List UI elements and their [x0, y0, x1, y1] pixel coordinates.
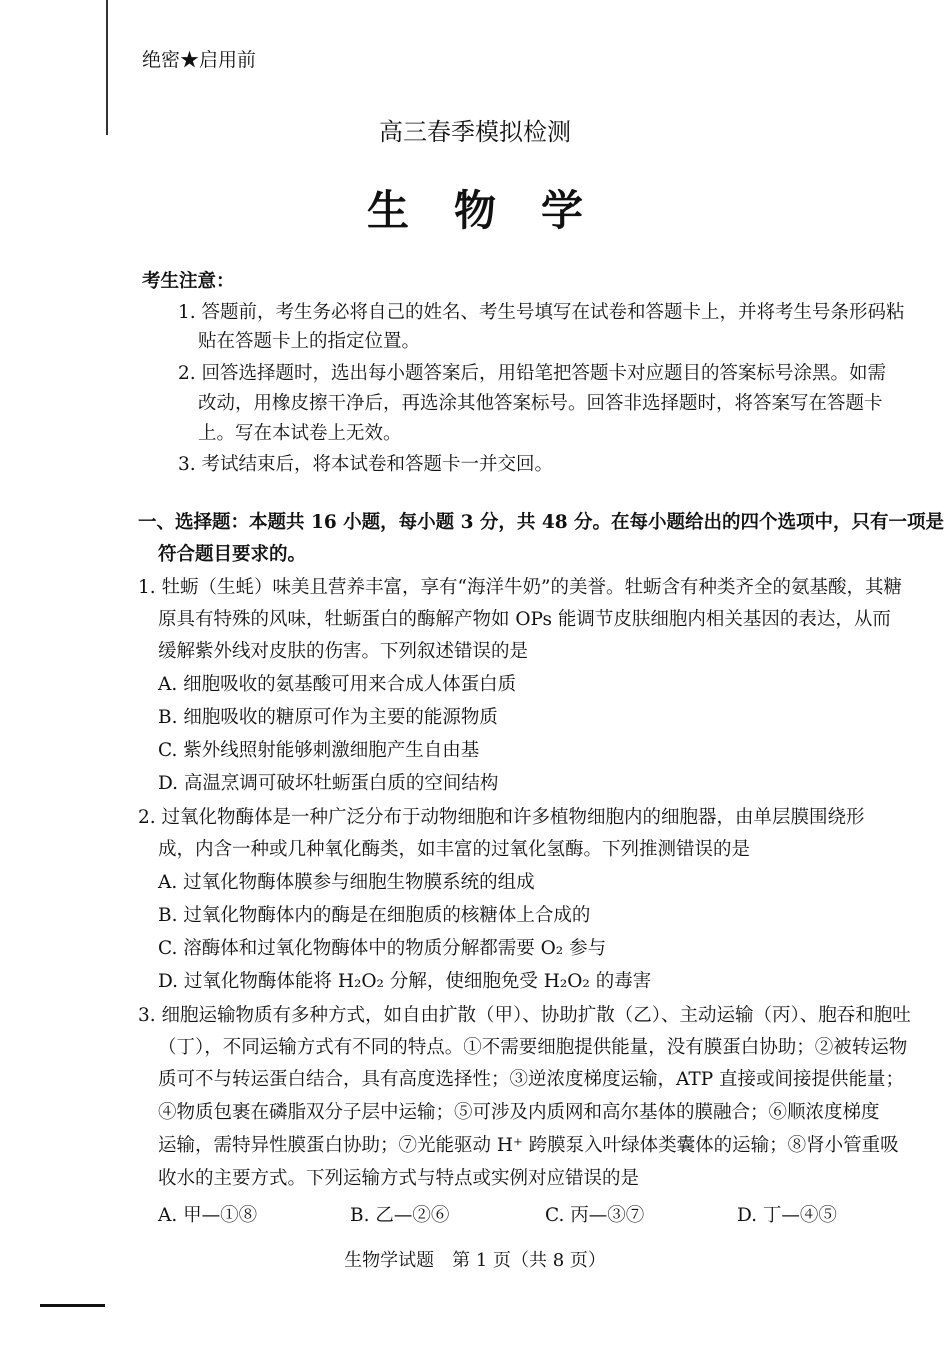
q2-stem: 成，内含一种或几种氧化酶类，如丰富的过氧化氢酶。下列推测错误的是 — [158, 839, 751, 860]
q1-option-a: A. 细胞吸收的氨基酸可用来合成人体蛋白质 — [158, 674, 517, 695]
notice-line: 上。写在本试卷上无效。 — [198, 423, 402, 444]
q3-stem: （丁），不同运输方式有不同的特点。①不需要细胞提供能量，没有膜蛋白协助；②被转运物 — [158, 1037, 908, 1058]
q2-option-d: D. 过氧化物酶体能将 H₂O₂ 分解，使细胞免受 H₂O₂ 的毒害 — [158, 971, 652, 992]
q1-option-d: D. 高温烹调可破坏牡蛎蛋白质的空间结构 — [158, 773, 499, 794]
q2-option-c: C. 溶酶体和过氧化物酶体中的物质分解都需要 O₂ 参与 — [158, 938, 607, 959]
q1-option-b: B. 细胞吸收的糖原可作为主要的能源物质 — [158, 707, 498, 728]
notice-heading: 考生注意： — [142, 271, 235, 292]
page-footer: 生物学试题 第 1 页（共 8 页） — [344, 1250, 606, 1271]
q3-stem: ④物质包裹在磷脂双分子层中运输；⑤可涉及内质网和高尔基体的膜融合；⑥顺浓度梯度 — [158, 1102, 880, 1123]
q1-stem: 原具有特殊的风味，牡蛎蛋白的酶解产物如 OPs 能调节皮肤细胞内相关基因的表达，从而 — [158, 609, 891, 630]
exam-title: 生物学 — [366, 186, 628, 235]
confidential-label: 绝密★启用前 — [142, 49, 257, 71]
q3-stem: 质可不与转运蛋白结合，具有高度选择性；③逆浓度梯度运输，ATP 直接或间接提供能量； — [158, 1069, 905, 1090]
notice-line: 贴在答题卡上的指定位置。 — [198, 331, 421, 352]
section-heading-cont: 符合题目要求的。 — [158, 544, 307, 565]
notice-line: 改动，用橡皮擦干净后，再选涂其他答案标号。回答非选择题时，将答案写在答题卡 — [198, 393, 883, 414]
section-heading: 一、选择题：本题共 16 小题，每小题 3 分，共 48 分。在每小题给出的四个选项中，只有一项是 — [138, 512, 945, 533]
q1-option-c: C. 紫外线照射能够刺激细胞产生自由基 — [158, 740, 480, 761]
q3-option-a: A. 甲—①⑧ — [158, 1205, 258, 1226]
q1-stem: 1. 牡蛎（生蚝）味美且营养丰富，享有“海洋牛奶”的美誉。牡蛎含有种类齐全的氨基酸，其糖 — [138, 577, 902, 598]
q3-option-b: B. 乙—②⑥ — [350, 1205, 450, 1226]
notice-line: 1. 答题前，考生务必将自己的姓名、考生号填写在试卷和答题卡上，并将考生号条形码粘 — [178, 302, 905, 323]
q3-option-c: C. 丙—③⑦ — [545, 1205, 645, 1226]
q3-option-d: D. 丁—④⑤ — [737, 1205, 837, 1226]
q3-stem: 3. 细胞运输物质有多种方式，如自由扩散（甲）、协助扩散（乙）、主动运输（丙）、胞吞和胞吐 — [138, 1005, 911, 1026]
notice-line: 3. 考试结束后，将本试卷和答题卡一并交回。 — [178, 454, 554, 475]
q3-stem: 运输，需特异性膜蛋白协助；⑦光能驱动 H⁺ 跨膜泵入叶绿体类囊体的运输；⑧肾小管重吸 — [158, 1135, 899, 1156]
q3-stem: 收水的主要方式。下列运输方式与特点或实例对应错误的是 — [158, 1168, 640, 1189]
notice-line: 2. 回答选择题时，选出每小题答案后，用铅笔把答题卡对应题目的答案标号涂黑。如需 — [178, 363, 887, 384]
q1-stem: 缓解紫外线对皮肤的伤害。下列叙述错误的是 — [158, 641, 529, 662]
bottom-rule — [40, 1304, 105, 1307]
exam-subtitle: 高三春季模拟检测 — [379, 118, 571, 146]
q2-stem: 2. 过氧化物酶体是一种广泛分布于动物细胞和许多植物细胞内的细胞器，由单层膜围绕形 — [138, 807, 865, 828]
q2-option-b: B. 过氧化物酶体内的酶是在细胞质的核糖体上合成的 — [158, 905, 591, 926]
q2-option-a: A. 过氧化物酶体膜参与细胞生物膜系统的组成 — [158, 872, 535, 893]
